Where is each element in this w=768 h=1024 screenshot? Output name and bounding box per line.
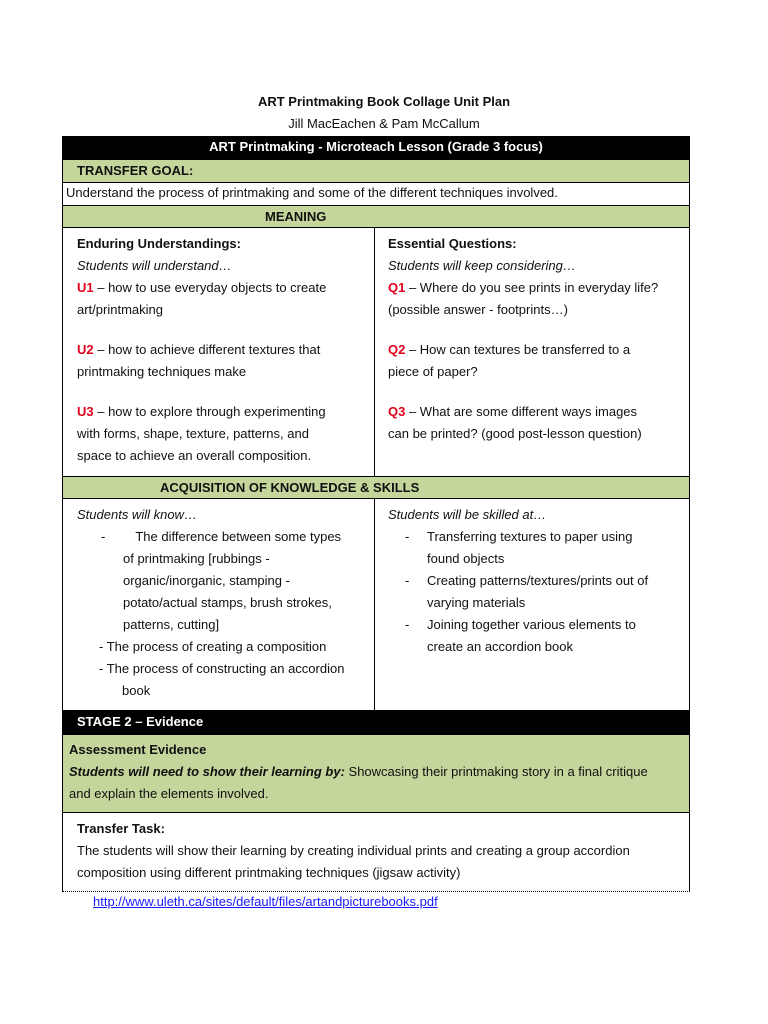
enduring-heading: Enduring Understandings: <box>77 236 241 251</box>
transfer-goal-label: TRANSFER GOAL: <box>77 163 194 178</box>
u3-code: U3 <box>77 404 94 419</box>
acquisition-section <box>62 499 690 710</box>
assessment-line-1: Students will need to show their learning by: Showcasing their printmaking story in a final critique <box>69 764 648 779</box>
transfer-task-line-2: composition using different printmaking techniques (jigsaw activity) <box>77 865 461 880</box>
reference-link[interactable]: http://www.uleth.ca/sites/default/files/artandpicturebooks.pdf <box>93 894 438 909</box>
meaning-section <box>62 228 690 476</box>
transfer-goal-text: Understand the process of printmaking and some of the different techniques involved. <box>62 183 690 205</box>
q1-code: Q1 <box>388 280 406 295</box>
essential-questions <box>375 228 689 476</box>
transfer-task <box>62 813 690 891</box>
acquisition-heading <box>62 476 690 499</box>
table-bottom-dotted-border <box>62 891 690 892</box>
u1-code: U1 <box>77 280 94 295</box>
students-will-be-skilled <box>375 499 689 710</box>
stage2-label: STAGE 2 – Evidence <box>77 714 204 729</box>
assessment-heading: Assessment Evidence <box>69 742 207 757</box>
know-item-2: - The process of creating a composition <box>99 639 327 654</box>
meaning-label: MEANING <box>265 209 327 224</box>
skilled-intro: Students will be skilled at… <box>388 507 547 522</box>
lesson-banner-text: ART Printmaking - Microteach Lesson (Grade 3 focus) <box>209 139 543 154</box>
essential-heading: Essential Questions: <box>388 236 517 251</box>
meaning-heading <box>62 205 690 228</box>
understanding-u2: U2 – how to achieve different textures that printmaking techniques make <box>77 342 321 379</box>
lesson-banner <box>62 136 690 160</box>
enduring-understandings <box>63 228 375 476</box>
transfer-goal-heading <box>62 160 690 183</box>
document-title: ART Printmaking Book Collage Unit Plan <box>257 94 511 109</box>
assessment-lead: Students will need to show their learning by: <box>69 764 345 779</box>
transfer-task-line-1: The students will show their learning by creating individual prints and creating a group accordion <box>77 843 630 858</box>
question-q1: Q1 – Where do you see prints in everyday life? (possible answer - footprints…) <box>388 280 659 317</box>
unit-plan-table <box>62 136 690 891</box>
essential-intro: Students will keep considering… <box>388 258 576 273</box>
document-authors: Jill MacEachen & Pam McCallum <box>288 116 480 131</box>
skill-item-3: - Joining together various elements to create an accordion book <box>405 617 636 654</box>
skill-item-2: - Creating patterns/textures/prints out of varying materials <box>405 573 649 610</box>
q3-code: Q3 <box>388 404 406 419</box>
assessment-line-2: and explain the elements involved. <box>69 786 269 801</box>
question-q2: Q2 – How can textures be transferred to a piece of paper? <box>388 342 631 379</box>
acquisition-label: ACQUISITION OF KNOWLEDGE & SKILLS <box>160 480 420 495</box>
u2-code: U2 <box>77 342 94 357</box>
enduring-intro: Students will understand… <box>77 258 232 273</box>
understanding-u1: U1 – how to use everyday objects to create art/printmaking <box>77 280 327 317</box>
know-intro: Students will know… <box>77 507 197 522</box>
know-item-1: - The difference between some types of printmaking [rubbings - organic/inorganic, stamping - potato/actual stamps, brush strokes, patterns, cutting] <box>101 529 342 632</box>
understanding-u3: U3 – how to explore through experimenting with forms, shape, texture, patterns, and space to achieve an overall composition. <box>77 404 326 463</box>
assessment-evidence <box>62 735 690 813</box>
stage2-heading <box>62 710 690 735</box>
transfer-task-heading: Transfer Task: <box>77 821 165 836</box>
skill-item-1: - Transferring textures to paper using found objects <box>405 529 633 566</box>
know-item-3: - The process of constructing an accordion book <box>99 661 345 698</box>
question-q3: Q3 – What are some different ways images can be printed? (good post-lesson question) <box>388 404 642 441</box>
q2-code: Q2 <box>388 342 406 357</box>
students-will-know <box>63 499 375 710</box>
